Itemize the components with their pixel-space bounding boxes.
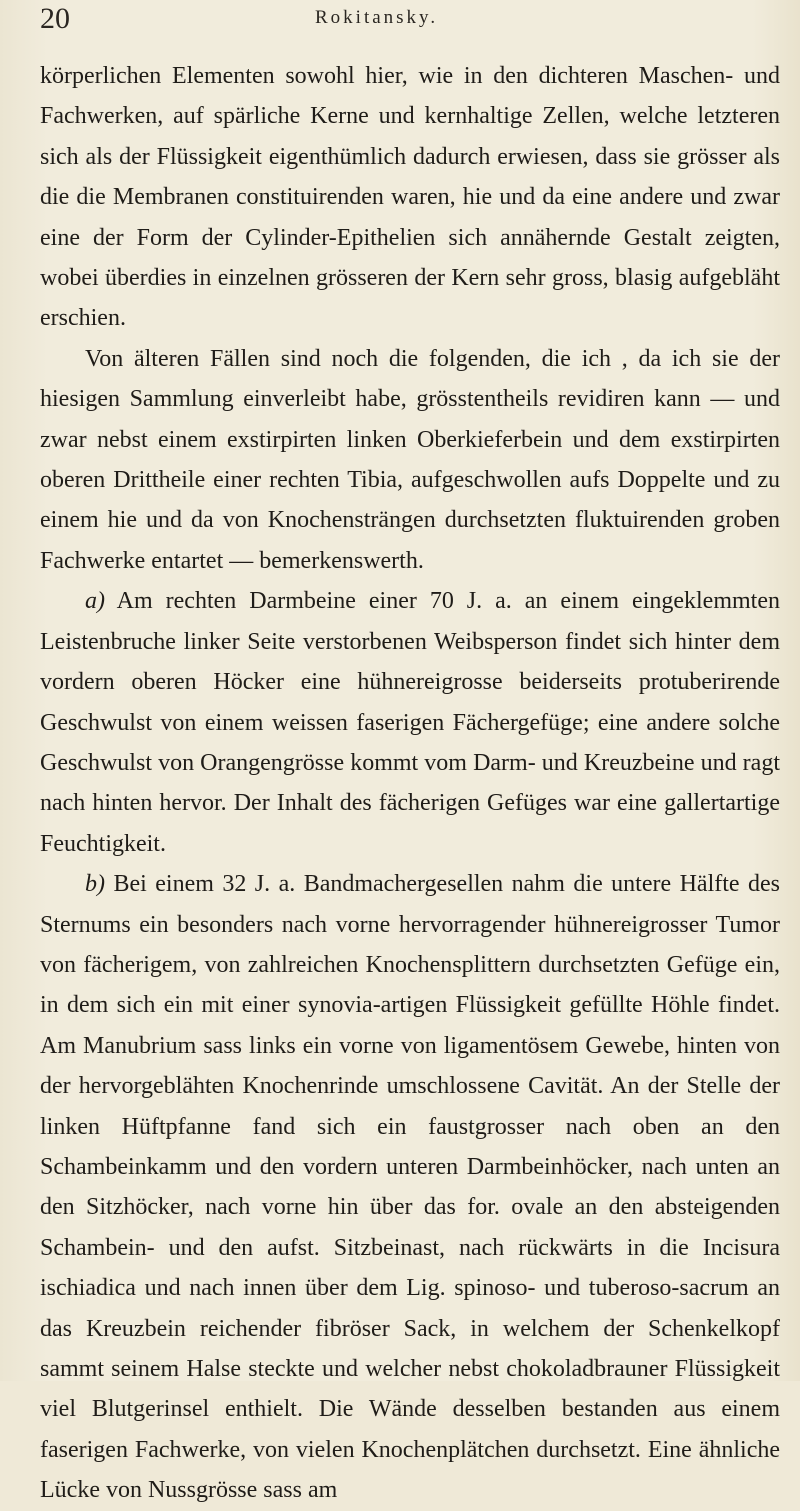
paragraph-text: Bei einem 32 J. a. Bandmachergesellen nahm die untere Hälfte des Sternums ein besonders nach vorne hervorragender hühnereigrosser Tumor von fächerigem, von zahlreichen Knochensplittern durchsetzten Gefüge ein, in dem sich ein mit einer synovia-artigen Flüssigkeit gefüllte Höhle findet. Am Manubrium sass links ein vorne von ligamentösem Gewebe, hinten von der hervorgeblähten Knochenrinde umschlossene Cavität. An der Stelle der linken Hüftpfanne fand sich ein faustgrosser nach oben an den Schambeinkamm und den vordern unteren Darmbeinhöcker, nach unten an den Sitzhöcker, nach vorne hin über das for. ovale an den absteigenden Schambein- und den aufst. Sitzbeinast, nach rückwärts in die Incisura ischiadica und nach innen über dem Lig. spinoso- und tuberoso-sacrum an das Kreuzbein reichender fibröser Sack, in welchem der Schenkelkopf sammt seinem Halse steckte und welcher nebst chokoladbrauner Flüssigkeit viel Blutgerinsel enthielt. Die Wände desselben bestanden aus einem faserigen Fachwerke, von vielen Knochenplätchen durchsetzt. Eine ähnliche Lücke von Nussgrösse sass am xyxy=(40,871,781,1504)
paragraph-text: körperlichen Elementen sowohl hier, wie in den dichteren Maschen- und Fachwerken, auf spärliche Kerne und kernhaltige Zellen, welche letzteren sich als der Flüssigkeit eigenthümlich dadurch erwiesen, dass sie grösser als die die Membranen constituirenden waren, hie und da eine andere und zwar eine der Form der Cylinder-Epithelien sich annähernde Gestalt zeigten, wobei überdies in einzelnen grösseren der Kern sehr gross, blasig aufgebläht erschien. xyxy=(40,63,780,332)
paragraph-case-a xyxy=(40,581,780,864)
paragraph-continued xyxy=(40,56,780,339)
case-label-a: a) xyxy=(85,588,105,615)
case-label-b: b) xyxy=(85,871,105,898)
running-head: Rokitansky. xyxy=(315,7,439,28)
paragraph-older-cases xyxy=(40,339,780,581)
body-text xyxy=(40,56,780,1511)
paragraph-case-b xyxy=(40,864,780,1511)
paragraph-text: Am rechten Darmbeine einer 70 J. a. an einem eingeklemmten Leistenbruche linker Seite verstorbenen Weibsperson findet sich hinter dem vordern oberen Höcker eine hühnereigrosse beiderseits protuberirende Geschwulst von einem weissen faserigen Fächergefüge; eine andere solche Geschwulst von Orangengrösse kommt vom Darm- und Kreuzbeine und ragt nach hinten hervor. Der Inhalt des fächerigen Gefüges war eine gallertartige Feuchtigkeit. xyxy=(40,588,780,857)
paragraph-text: Von älteren Fällen sind noch die folgenden, die ich , da ich sie der hiesigen Sammlung einverleibt habe, grösstentheils revidiren kann — und zwar nebst einem exstirpirten linken Oberkieferbein und dem exstirpirten oberen Drittheile einer rechten Tibia, aufgeschwollen aufs Doppelte und zu einem hie und da von Knochensträngen durchsetzten fluktuirenden groben Fachwerke entartet — bemerkenswerth. xyxy=(40,345,780,574)
page-number: 20 xyxy=(40,2,70,35)
